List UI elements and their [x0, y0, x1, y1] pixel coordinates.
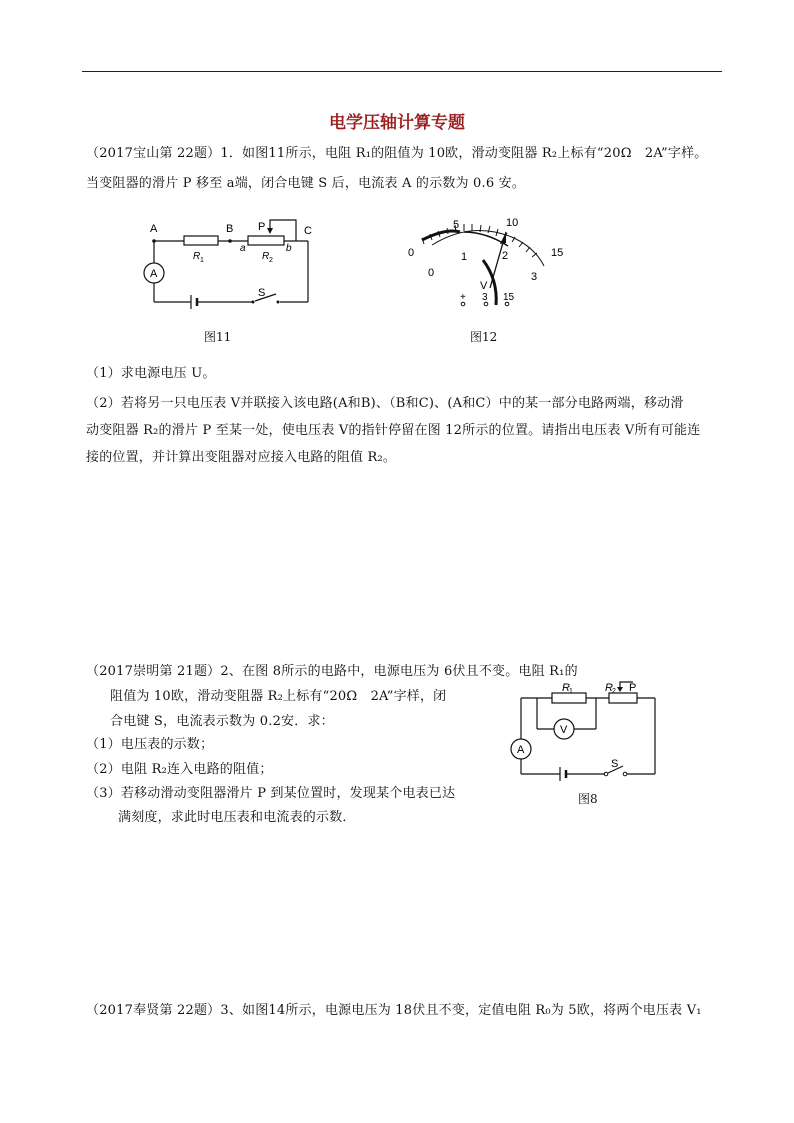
q1-sub-2-line-2: 动变阻器 R₂的滑片 P 至某一处，使电压表 V的指针停留在图 12所示的位置。请指出电压表 V所有可能连 — [86, 423, 701, 438]
q2-line-3: 合电键 S，电流表示数为 0.2安．求： — [110, 714, 334, 729]
label-R2: R — [262, 251, 270, 262]
outer-scale-0: 0 — [408, 247, 415, 259]
figure-11-circuit — [130, 215, 330, 320]
q1-line-2: 当变阻器的滑片 P 移至 a端，闭合电键 S 后，电流表 A 的示数为 0.6 安。 — [86, 176, 526, 191]
label-R2-sub: 2 — [269, 257, 273, 264]
switch-label: S — [258, 287, 266, 299]
ammeter-label: A — [150, 268, 158, 280]
inner-scale-2: 2 — [502, 250, 509, 262]
label-C: C — [304, 225, 312, 237]
q1-sub-2-line-1: （2）若将另一只电压表 V并联接入该电路(A和B)、（B和C)、(A和C）中的某一部分电路两端，移动滑 — [86, 396, 684, 411]
q2-line-2: 阻值为 10欧，滑动变阻器 R₂上标有“20Ω 2A”字样，闭 — [110, 689, 447, 704]
fig8-switch-label: S — [611, 758, 619, 770]
fig8-label-R2: R — [605, 682, 613, 694]
label-b: b — [286, 243, 292, 254]
slider-arrow-icon — [267, 228, 273, 234]
label-a: a — [240, 243, 246, 254]
label-R1-sub: 1 — [200, 257, 204, 264]
figure-12-caption: 图12 — [470, 330, 498, 344]
fig8-voltmeter-label: V — [560, 724, 568, 736]
label-P: P — [258, 221, 266, 233]
fig8-ammeter-label: A — [517, 744, 525, 756]
q2-sub-1: （1）电压表的示数； — [86, 737, 214, 752]
meter-letter: V — [480, 280, 488, 292]
fig8-label-P: P — [629, 682, 637, 694]
fig8-label-R1: R — [562, 682, 570, 694]
top-rule — [82, 71, 722, 72]
q2-sub-2: （2）电阻 R₂连入电路的阻值； — [86, 762, 273, 777]
q1-sub-2-line-3: 接的位置，并计算出变阻器对应接入电路的阻值 R₂。 — [86, 450, 397, 465]
q1-line-1: （2017宝山第 22题）1．如图11所示，电阻 R₁的阻值为 10欧，滑动变阻器 R₂上标有“20Ω 2A”字样。 — [86, 146, 708, 161]
q2-sub-3-line-1: （3）若移动滑动变阻器滑片 P 到某位置时，发现某个电表已达 — [86, 786, 456, 801]
terminal-plus: + — [460, 292, 466, 303]
slider-arrow-icon — [617, 687, 623, 692]
fig8-label-R2-sub: 2 — [612, 688, 616, 695]
q3-line-1: （2017奉贤第 22题）3、如图14所示，电源电压为 18伏且不变，定值电阻 R₀为 5欧，将两个电压表 V₁ — [86, 1003, 702, 1018]
q2-sub-3-line-2: 满刻度，求此时电压表和电流表的示数． — [118, 810, 356, 825]
figure-11-caption: 图11 — [204, 330, 232, 344]
fig8-label-R1-sub: 1 — [569, 688, 573, 695]
terminal-15: 15 — [503, 292, 515, 303]
outer-scale-10: 10 — [506, 217, 519, 229]
label-B: B — [226, 223, 234, 235]
inner-scale-0: 0 — [428, 267, 435, 279]
outer-scale-5: 5 — [453, 219, 460, 231]
outer-scale-15: 15 — [551, 247, 564, 259]
page-title: 电学压轴计算专题 — [329, 113, 465, 133]
q1-sub-1: （1）求电源电压 U。 — [86, 366, 216, 381]
figure-12-voltmeter-dial — [398, 210, 578, 310]
q2-line-1: （2017崇明第 21题）2、在图 8所示的电路中，电源电压为 6伏且不变。电阻 R₁的 — [86, 664, 578, 679]
label-A: A — [150, 223, 158, 235]
figure-8-caption: 图8 — [578, 792, 598, 806]
inner-scale-1: 1 — [461, 251, 468, 263]
figure-8-circuit — [505, 678, 665, 783]
terminal-3: 3 — [482, 292, 488, 303]
label-R1: R — [193, 251, 201, 262]
inner-scale-3: 3 — [531, 271, 538, 283]
